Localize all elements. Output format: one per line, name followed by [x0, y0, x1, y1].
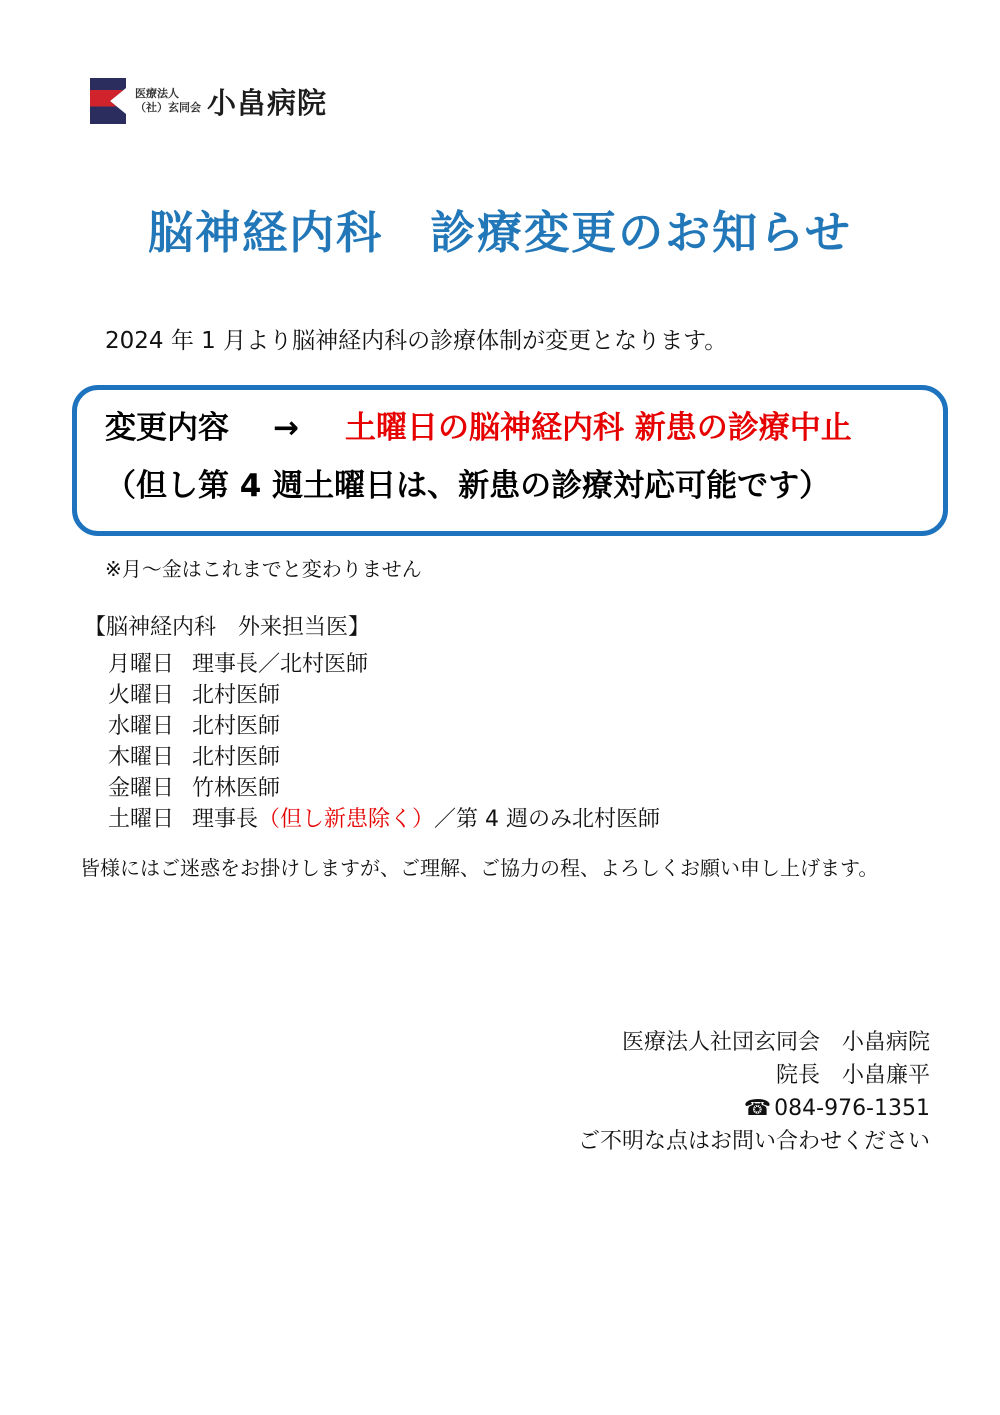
- schedule-row-tuesday: [84, 683, 660, 708]
- phone-icon: ☎: [743, 1096, 772, 1121]
- schedule-day: 金曜日: [108, 776, 175, 801]
- schedule-doctor: 北村医師: [192, 683, 281, 708]
- footer-phone-number: 084-976-1351: [774, 1096, 930, 1121]
- schedule-day: 土曜日: [108, 807, 175, 832]
- schedule-rows: [84, 652, 660, 832]
- closing-text: 皆様にはご迷惑をお掛けしますが、ご理解、ご協力の程、よろしくお願い申し上げます。: [80, 856, 879, 880]
- change-condition-text: （但し第 4 週土曜日は、新患の診療対応可能です）: [105, 468, 831, 504]
- arrow-right-icon: →: [273, 410, 299, 446]
- footer-contact-note: ご不明な点はお問い合わせください: [577, 1129, 930, 1154]
- change-highlight-text: 土曜日の脳神経内科 新患の診療中止: [344, 410, 852, 446]
- change-summary-line: [105, 408, 923, 448]
- hospital-name: 小畠病院: [207, 85, 328, 120]
- logo-org-line2: （社）玄同会: [135, 101, 201, 114]
- schedule-row-saturday: [84, 807, 660, 832]
- footer-phone-line: [578, 1092, 930, 1125]
- logo-organization-text: [135, 87, 201, 115]
- schedule-day: 水曜日: [108, 714, 175, 739]
- footer-director: 院長 小畠廉平: [775, 1063, 930, 1088]
- saturday-doctor-pre: 理事長: [192, 807, 259, 832]
- footer-block: [578, 1026, 930, 1158]
- schedule-doctor: 理事長／北村医師: [192, 652, 369, 677]
- schedule-day: 火曜日: [108, 683, 175, 708]
- saturday-doctor-post: ／第 4 週のみ北村医師: [434, 807, 661, 832]
- change-notice-box: [72, 385, 948, 536]
- weekday-note: ※月～金はこれまでと変わりません: [105, 557, 422, 581]
- change-label: 変更内容: [105, 410, 229, 446]
- schedule-doctor: 北村医師: [192, 714, 281, 739]
- schedule-doctor: 竹林医師: [192, 776, 281, 801]
- hospital-logo: [90, 78, 327, 124]
- saturday-doctor-red-note: （但し新患除く）: [258, 807, 435, 832]
- footer-organization: 医療法人社団玄同会 小畠病院: [621, 1030, 930, 1055]
- schedule-row-monday: [84, 652, 660, 677]
- schedule-day: 木曜日: [108, 745, 175, 770]
- schedule-doctor-saturday: [192, 807, 660, 832]
- schedule-row-thursday: [84, 745, 660, 770]
- schedule-row-friday: [84, 776, 660, 801]
- intro-text: 2024 年 1 月より脳神経内科の診療体制が変更となります。: [105, 328, 728, 354]
- doctor-schedule: [84, 610, 660, 832]
- logo-org-line1: 医療法人: [135, 87, 179, 100]
- schedule-row-wednesday: [84, 714, 660, 739]
- page-title: 脳神経内科 診療変更のお知らせ: [148, 206, 852, 259]
- schedule-doctor: 北村医師: [192, 745, 281, 770]
- hospital-flag-icon: [90, 78, 126, 124]
- schedule-day: 月曜日: [108, 652, 175, 677]
- schedule-heading: 【脳神経内科 外来担当医】: [84, 615, 371, 640]
